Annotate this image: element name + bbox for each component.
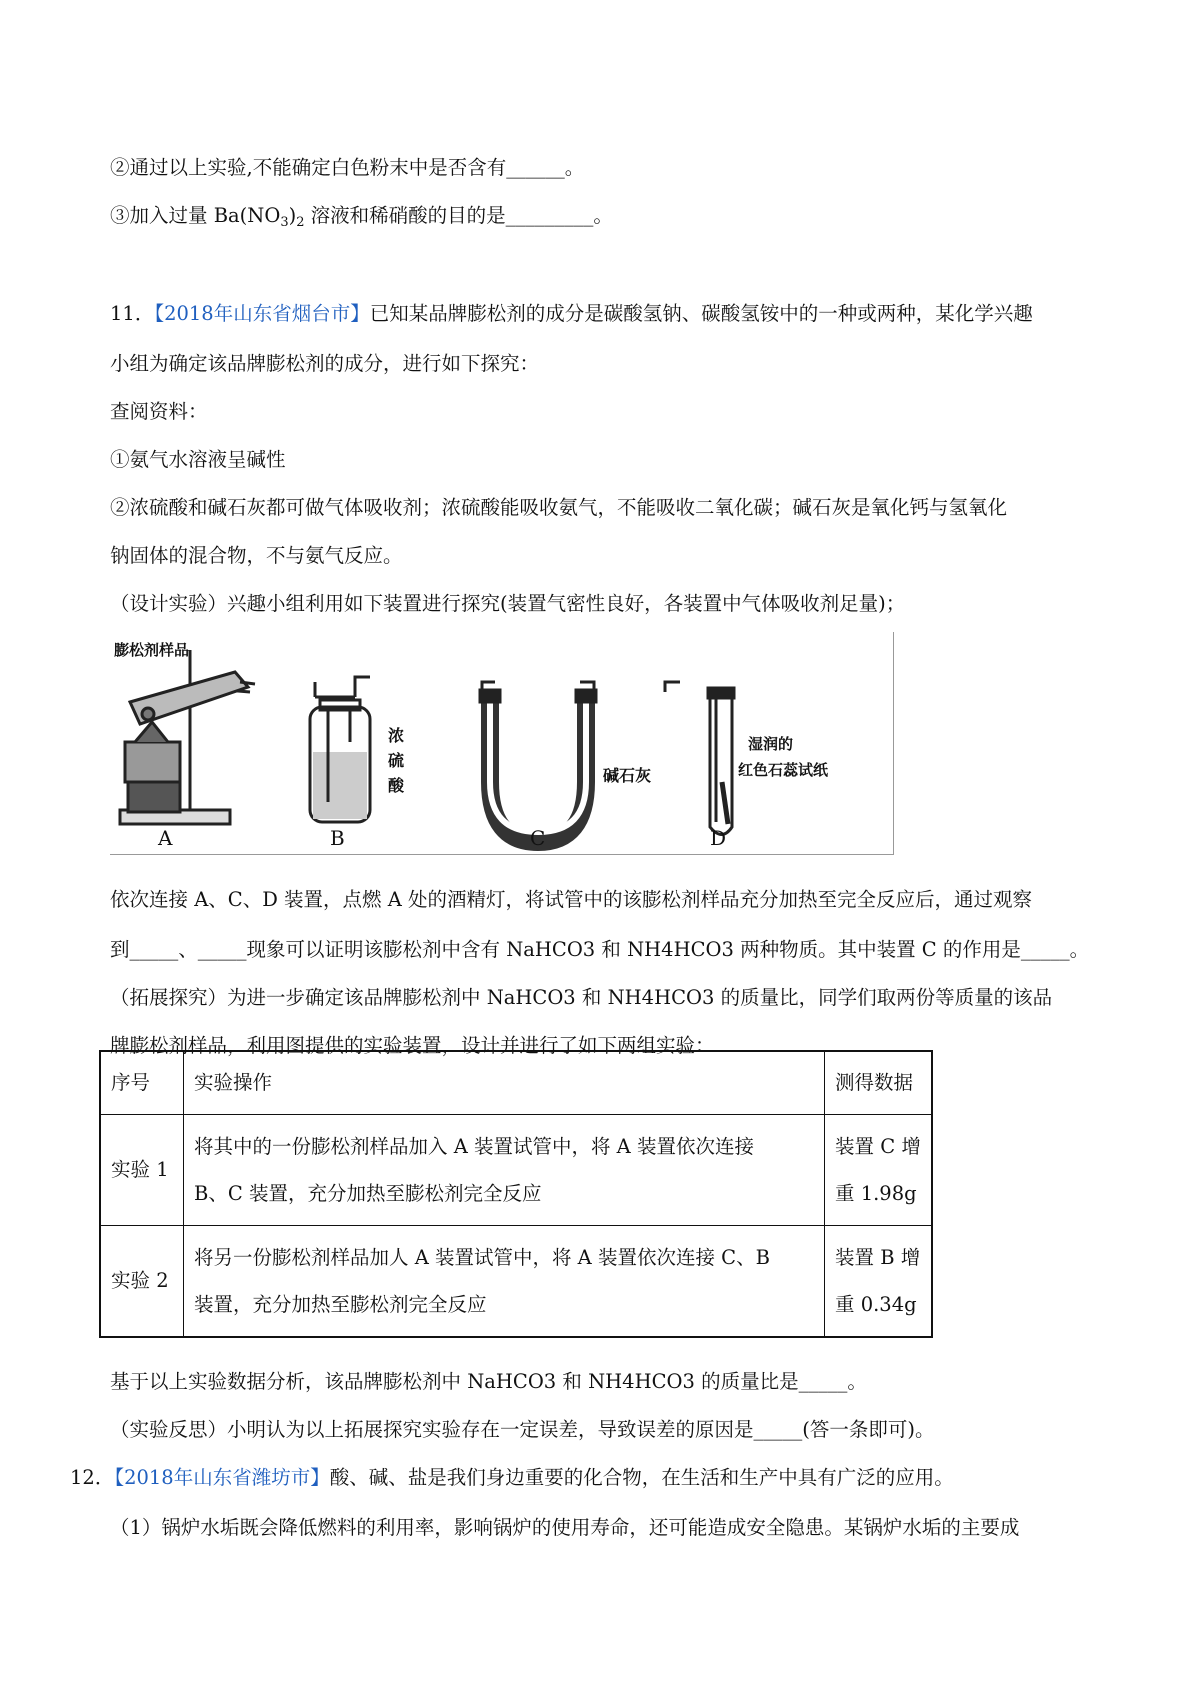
header-index: 序号 <box>100 1051 184 1115</box>
question-number: 11． <box>110 302 155 325</box>
q11-ref-2b: 钠固体的混合物，不与氨气反应。 <box>110 544 403 567</box>
q11-ref-title: 查阅资料： <box>110 400 208 423</box>
q11-ref-1: ①氨气水溶液呈碱性 <box>110 448 286 471</box>
caption-d: D <box>710 826 727 850</box>
label-sample: 膨松剂样品 <box>114 641 190 659</box>
label-b-2: 硫 <box>388 751 405 770</box>
label-b-1: 浓 <box>388 726 405 745</box>
q11-intro-line-1: 11．【2018年山东省烟台市】已知某品牌膨松剂的成分是碳酸氢钠、碳酸氢铵中的一种或两种，某化学兴趣 <box>110 302 1033 325</box>
apparatus-figure <box>110 632 894 855</box>
header-operation: 实验操作 <box>184 1051 825 1115</box>
q11-extension-2: 牌膨松剂样品，利用图提供的实验装置，设计并进行了如下两组实验： <box>110 1034 715 1057</box>
table-header-row <box>100 1051 932 1115</box>
caption-a: A <box>158 826 173 850</box>
question-source: 【2018年山东省潍坊市】 <box>114 1466 330 1489</box>
caption-c: C <box>530 826 546 850</box>
q11-analysis: 基于以上实验数据分析，该品牌膨松剂中 NaHCO3 和 NH4HCO3 的质量比是_____。 <box>110 1370 867 1393</box>
q11-intro-line-2: 小组为确定该品牌膨松剂的成分，进行如下探究： <box>110 352 540 375</box>
q10-item-3: ③加入过量 $Ba(NO_3)_2$ 溶液和稀硝酸的目的是_________。 <box>110 204 613 230</box>
q12-intro: 12．【2018年山东省潍坊市】酸、碱、盐是我们身边重要的化合物，在生活和生产中具有广泛的应用。 <box>70 1466 954 1489</box>
q11-observation-1: 依次连接 A、C、D 装置，点燃 A 处的酒精灯，将试管中的该膨松剂样品充分加热至完全反应后，通过观察 <box>110 888 1033 911</box>
table-row <box>100 1115 932 1226</box>
caption-b: B <box>330 826 345 850</box>
question-number: 12． <box>70 1466 115 1489</box>
q11-extension-1: （拓展探究）为进一步确定该品牌膨松剂中 NaHCO3 和 NH4HCO3 的质量比，同学们取两份等质量的该品 <box>110 986 1053 1009</box>
row-index: 实验 2 <box>100 1226 184 1338</box>
row-data: 装置 B 增 重 0.34g <box>825 1226 933 1338</box>
header-data: 测得数据 <box>825 1051 933 1115</box>
q11-design: （设计实验）兴趣小组利用如下装置进行探究(装置气密性良好，各装置中气体吸收剂足量)； <box>110 592 906 615</box>
q11-ref-2a: ②浓硫酸和碱石灰都可做气体吸收剂；浓硫酸能吸收氨气，不能吸收二氧化碳；碱石灰是氧化钙与氢氧化 <box>110 496 1008 519</box>
question-source: 【2018年山东省烟台市】 <box>154 302 370 325</box>
label-d-1: 湿润的 <box>748 735 794 753</box>
row-operation: 将另一份膨松剂样品加人 A 装置试管中，将 A 装置依次连接 C、B 装置，充分加热至膨松剂完全反应 <box>184 1226 825 1338</box>
q11-reflection: （实验反思）小明认为以上拓展探究实验存在一定误差，导致误差的原因是_____(答一条即可)。 <box>110 1418 935 1441</box>
q11-observation-2: 到_____、_____现象可以证明该膨松剂中含有 NaHCO3 和 NH4HCO3 两种物质。其中装置 C 的作用是_____。 <box>110 938 1090 961</box>
label-b-3: 酸 <box>388 776 405 795</box>
label-d-2: 红色石蕊试纸 <box>738 761 829 779</box>
row-data: 装置 C 增 重 1.98g <box>825 1115 933 1226</box>
label-c: 碱石灰 <box>603 766 652 785</box>
q10-item-2: ②通过以上实验,不能确定白色粉末中是否含有______。 <box>110 156 585 179</box>
experiment-table <box>99 1050 933 1338</box>
row-index: 实验 1 <box>100 1115 184 1226</box>
row-operation: 将其中的一份膨松剂样品加入 A 装置试管中，将 A 装置依次连接 B、C 装置，充分加热至膨松剂完全反应 <box>184 1115 825 1226</box>
q12-sub-1: （1）锅炉水垢既会降低燃料的利用率，影响锅炉的使用寿命，还可能造成安全隐患。某锅炉水垢的主要成 <box>110 1516 1020 1539</box>
table-row <box>100 1226 932 1338</box>
